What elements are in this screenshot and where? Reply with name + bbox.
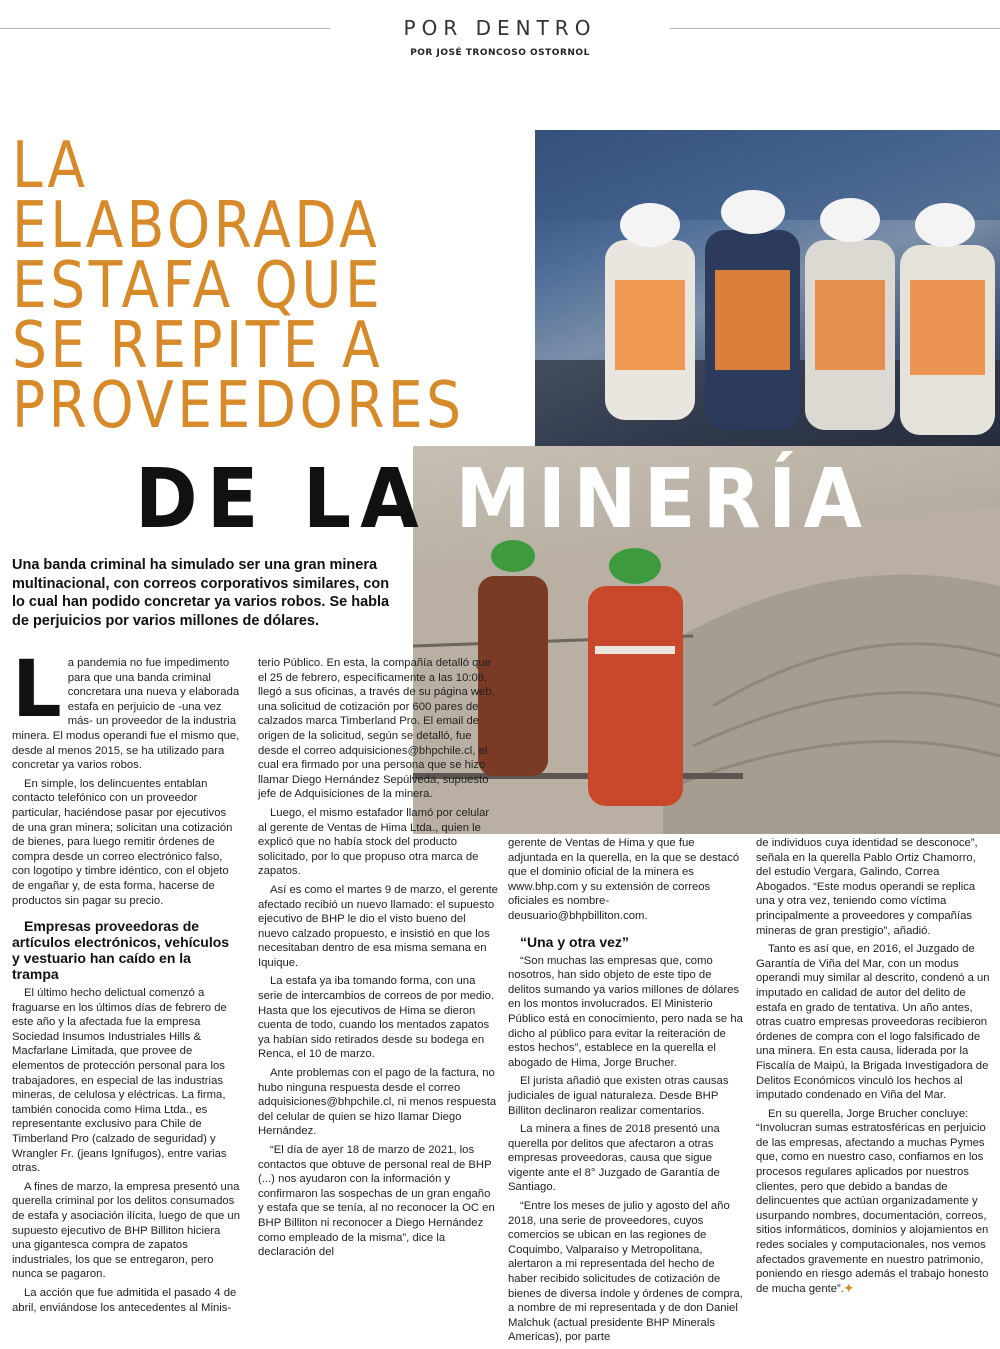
paragraph: En simple, los delincuentes entablan contacto telefónico con un proveedor particular, haciéndose pasar por ejecutivos de una gran minera; solicitan una cotización de bienes, para luego remitir órdenes de compra desde un correo electrónico falso, con logotipo y timbre idéntico, con el objeto de engañar y, de esta forma, hacerse de productos sin pagar su precio. [12, 777, 233, 907]
article-column-1 [12, 645, 240, 1319]
paragraph: Así es como el martes 9 de marzo, el gerente afectado recibió un nuevo llamado: el supuesto ejecutivo de BHP le dio el visto bueno del nuevo calzado propuesto, e insistió en que los necesitaban dentro de esa misma semana en Iquique. [258, 883, 498, 969]
subheading: Empresas proveedoras de artículos electrónicos, vehículos y vestuario han caído en la trampa [12, 918, 230, 983]
lede: Una banda criminal ha simulado ser una gran minera multinacional, con correos corporativos similares, con lo cual han podido concretar ya varios robos. Se habla de perjuicios por varios millones de dólares. [12, 557, 390, 629]
paragraph [756, 1107, 992, 1297]
dropcap: L [12, 645, 62, 735]
paragraph: A fines de marzo, la empresa presentó una querella criminal por los delitos consumados de estafa y asociación ilícita, luego de que un supuesto ejecutivo de BHP Billiton hiciera una gigantesca compra de zapatos industriales, los que se entregaron, pero nunca se pagaron. [12, 1180, 240, 1281]
article-column-3 [508, 836, 744, 1349]
closing-paragraph-text: En su querella, Jorge Brucher concluye: “Involucran sumas estratosféricas en perjuicio de las empresas, afectando a muchas Pymes que, como en nuestro caso, confiamos en los procesos regulares aplicados por nuestros clientes, pero que debido a bandas de delincuentes que actúan organizadamente y usurpando nombres, documentación, correos, sitios informáticos, dominios y alojamientos en redes sociales y computacionales, nos vemos afectados gravemente en nuestro patrimonio, poniendo en riesgo además el trabajo honesto de mucha gente”. [756, 1107, 989, 1295]
article-column-4 [756, 836, 992, 1300]
paragraph: Luego, el mismo estafador llamó por celular al gerente de Ventas de Hima Ltda., quien le explicó que no había stock del producto solicitado, por lo que propuso otra marca de zapatos. [258, 806, 490, 878]
end-mark-icon: ✦ [843, 1282, 854, 1295]
miner-figure [705, 190, 800, 430]
paragraph: terio Público. En esta, la compañía detalló que el 25 de febrero, específicamente a las 10:08, llegó a sus oficinas, a través de su página web, una solicitud de cotización por 600 pares de calzados marca Timberland Pro. El email de origen de la solicitud, según se detalló, fue desde el correo adquisiciones@bhpchile.cl, el cual era firmado por una persona que se hizo llamar Diego Hernández Sepúlveda, supuesto jefe de Adquisiciones de la minera. [258, 657, 495, 801]
article-column-2 [258, 656, 498, 1264]
section-title: POR DENTRO [403, 16, 597, 40]
subheading: “Una y otra vez” [520, 933, 629, 950]
headline-light-part: MINERÍA [455, 452, 870, 547]
miner-figure [605, 203, 695, 420]
paragraph: El jurista añadió que existen otras causas judiciales de igual naturaleza. Desde BHP Billiton declinaron realizar comentarios. [508, 1075, 729, 1117]
headline-line: SE REPITE A [12, 309, 384, 383]
headline-dark-part: DE LA [135, 452, 428, 547]
worker-figure [588, 548, 683, 806]
headline-line: LA ELABORADA [12, 129, 381, 263]
paragraph: de individuos cuya identidad se desconoce”, señala en la querella Pablo Ortiz Chamorro, del estudio Vergara, Galindo, Correa Abogados. “Este modus operandi se replica una y otra vez, teniendo como víctima principalmente a proveedores y compañías mineras de gran prestigio”, añadió. [756, 837, 978, 937]
paragraph: gerente de Ventas de Hima y que fue adjuntada en la querella, en la que se destacó que el dominio oficial de la minera es www.bhp.com y su extensión de correos oficiales es nombre-deusuario@bhpbilliton.com. [508, 837, 740, 922]
miner-figure [805, 198, 895, 430]
paragraph: Tanto es así que, en 2016, el Juzgado de Garantía de Viña del Mar, con un modus operandi muy similar al descrito, condenó a un imputado en calidad de autor del delito de estafa en grado de tentativa. Un año antes, otras cuatro empresas proveedoras recibieron órdenes de compra con el logo falsificado de una minera. En esta causa, liderada por la Fiscalía de Maipú, la Brigada Investigadora de Delitos Económicos vinculó los hechos al imputado condenado en Viña del Mar. [756, 943, 990, 1102]
paragraph: La minera a fines de 2018 presentó una querella por delitos que afectaron a otras empresas proveedoras, causa que sigue vigente ante el 8° Juzgado de Garantía de Santiago. [508, 1123, 720, 1194]
headline-line: PROVEEDORES [12, 369, 465, 443]
headline-secondary [135, 452, 869, 547]
paragraph: El último hecho delictual comenzó a fraguarse en los últimos días de febrero de este año y la afectada fue la empresa Sociedad Insumos Industriales Hills & Macfarlane Limitada, que provee de elementos de protección personal para los trabajadores, en especial de las industrias mineras, de celulosa y eléctricas. La firma, también conocida como Hima Ltda., es representante exclusivo para Chile de Timberland Pro (calzado de seguridad) y Wrangler Fr. (jeans Ignífugos), entre varias otras. [12, 987, 227, 1175]
miners-photo [535, 130, 1000, 446]
paragraph: a pandemia no fue impedimento para que una banda criminal concretara una nueva y elaborada estafa en perjuicio de -una vez más- un proveedor de la industria minera. El modus operandi fue el mismo que, desde al menos 2015, se ha utilizado para concretar ya varios robos. [12, 657, 240, 772]
paragraph: “Son muchas las empresas que, como nosotros, han sido objeto de este tipo de delitos sumando ya varios millones de dólares en los montos involucrados. El Ministerio Público está en conocimiento, pero nada se ha dicho al público para evitar la reiteración de estos hechos”, establece en la querella el abogado de Hima, Jorge Brucher. [508, 954, 743, 1069]
miners-illustration [535, 130, 1000, 446]
paragraph: La estafa ya iba tomando forma, con una serie de intercambios de correos de por medio. Hasta que los ejecutivos de Hima se dieron cuenta de todo, cuando los mentados zapatos ya habían sido retirados desde su bodega en Renca, el 10 de marzo. [258, 975, 495, 1061]
headline-line: ESTAFA QUE [12, 249, 384, 323]
paragraph: “Entre los meses de julio y agosto del año 2018, una serie de proveedores, cuyos comercios se ubican en las regiones de Coquimbo, Valparaíso y Metropolitana, alertaron a mi representada del hecho de haber recibido solicitudes de cotización de bienes de diversa índole y órdenes de compra, a nombre de mi representada y de don Daniel Malchuk (actual presidente BHP Minerals Americas), por parte [508, 1200, 743, 1344]
paragraph: “El día de ayer 18 de marzo de 2021, los contactos que obtuve de personal real de BHP (...) nos ayudaron con la información y confirmaron las sospechas de un gran engaño y estafa que se tenía, al no reconocer la OC en BHP Billiton ni reconocer a Diego Hernández como empleado de la misma”, dice la declaración del [258, 1144, 495, 1259]
paragraph: La acción que fue admitida el pasado 4 de abril, enviándose los antecedentes al Minis- [12, 1286, 237, 1314]
masthead [0, 16, 1000, 58]
paragraph: Ante problemas con el pago de la factura, no hubo ninguna respuesta desde el correo adquisiciones@bhpchile.cl, ni menos respuesta del celular de quien se hizo llamar Diego Hernández. [258, 1067, 497, 1138]
headline [12, 129, 476, 443]
byline: POR JOSÉ TRONCOSO OSTORNOL [410, 48, 590, 58]
miner-figure [900, 203, 995, 435]
